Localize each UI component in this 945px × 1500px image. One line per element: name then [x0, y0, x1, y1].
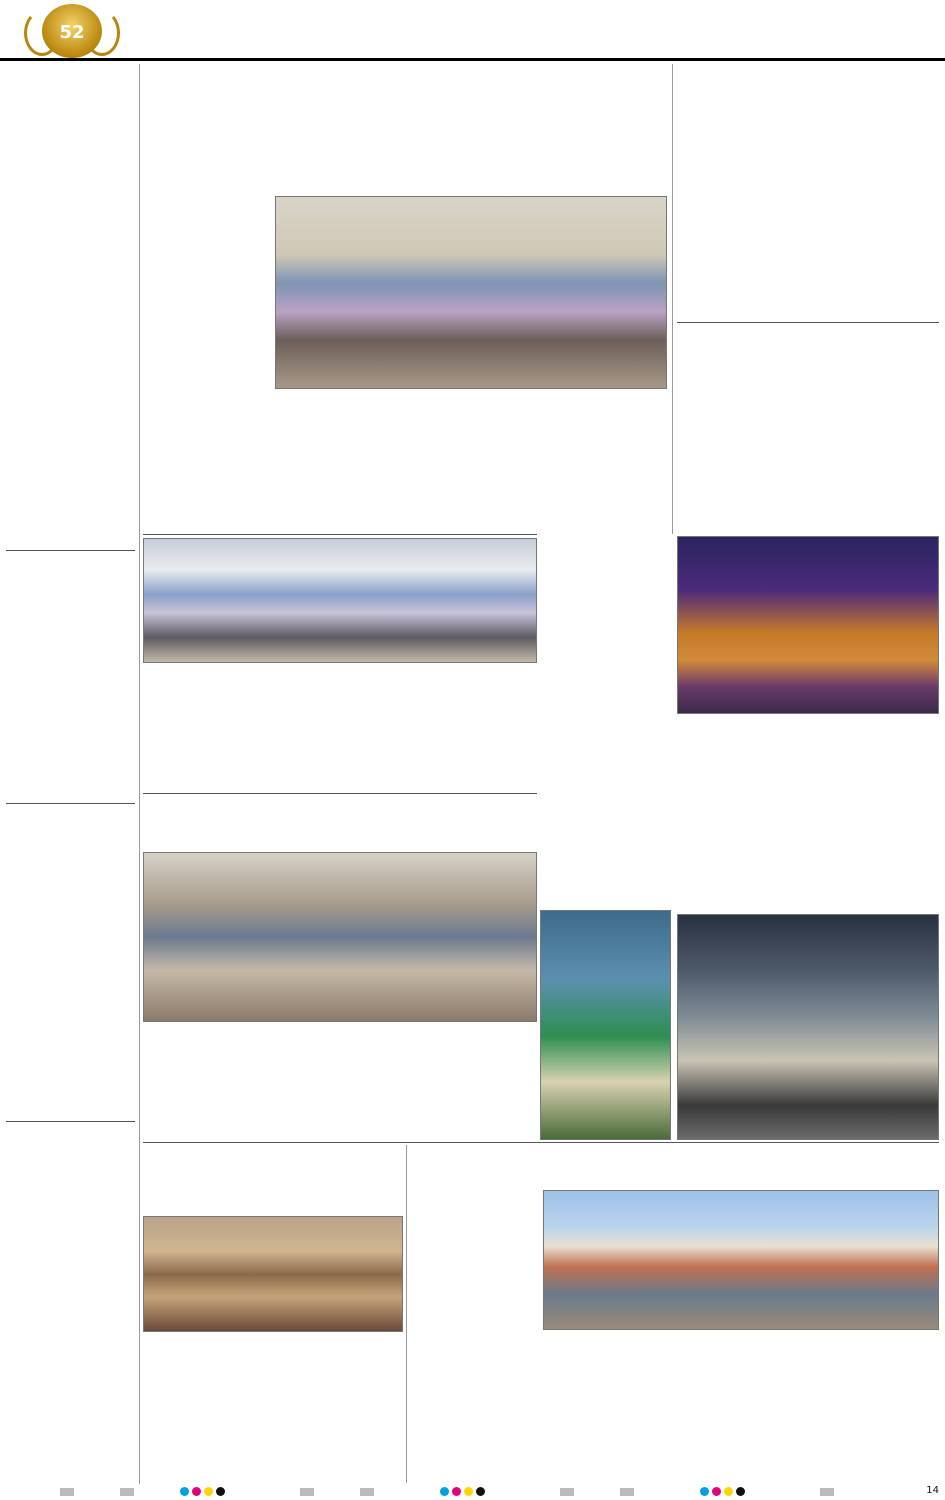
registration-bar	[820, 1488, 834, 1496]
section-divider	[143, 1142, 939, 1143]
black-dot-icon	[736, 1487, 745, 1496]
brief-3-body	[6, 856, 135, 1118]
brief-1-headline	[6, 100, 135, 136]
page-label	[724, 6, 938, 46]
brief-4-headline	[6, 1122, 135, 1158]
brief-3-headline	[6, 805, 135, 841]
navodaya-col2	[275, 1348, 403, 1478]
utkal-col1	[143, 694, 271, 790]
cyan-dot-icon	[700, 1487, 709, 1496]
center-column-rule	[672, 64, 673, 534]
cyan-dot-icon	[180, 1487, 189, 1496]
lead-cont2	[407, 406, 535, 526]
university-col1	[677, 820, 804, 912]
print-registration-strip	[0, 1484, 945, 1500]
navodaya-photo	[143, 1216, 403, 1332]
yellow-dot-icon	[724, 1487, 733, 1496]
university-photo	[677, 914, 939, 1140]
akashvani-photo	[543, 1190, 939, 1330]
outsourcing-col2	[808, 124, 939, 321]
akashvani-col1	[411, 1222, 539, 1332]
outsourcing-col1	[677, 137, 804, 321]
black-dot-icon	[476, 1487, 485, 1496]
magenta-dot-icon	[192, 1487, 201, 1496]
section-divider	[143, 793, 537, 794]
children-meeting-photo	[143, 852, 537, 1022]
bottom-column-rule	[406, 1145, 407, 1483]
utkal-col3	[407, 680, 535, 790]
magenta-dot-icon	[712, 1487, 721, 1496]
left-column-rule	[139, 64, 140, 1484]
registration-bar	[300, 1488, 314, 1496]
masthead-rule	[0, 58, 945, 61]
brief-2-body	[6, 603, 135, 799]
badminton-headline	[540, 470, 671, 516]
university-col2	[808, 806, 939, 912]
registration-bar	[60, 1488, 74, 1496]
magenta-dot-icon	[452, 1487, 461, 1496]
lead-cont1	[275, 406, 403, 526]
registration-bar	[560, 1488, 574, 1496]
nurses-protest-photo	[275, 196, 667, 389]
registration-bar	[620, 1488, 634, 1496]
womens-day-col1	[677, 372, 804, 534]
utkal-col2	[275, 680, 403, 790]
black-dot-icon	[216, 1487, 225, 1496]
brief-1-body	[6, 150, 135, 548]
yellow-dot-icon	[464, 1487, 473, 1496]
utkal-meeting-photo	[143, 538, 537, 663]
logo-years: 52	[59, 22, 85, 43]
masthead-logo	[8, 4, 136, 58]
page-number: 14	[926, 1485, 939, 1496]
registration-bar	[360, 1488, 374, 1496]
akashvani-col3	[675, 1346, 803, 1478]
story-divider	[677, 322, 939, 323]
children-col3	[407, 1038, 535, 1140]
navodaya-col1	[143, 1362, 271, 1478]
section-divider	[143, 534, 537, 535]
badminton-body	[540, 530, 671, 908]
cyan-dot-icon	[440, 1487, 449, 1496]
children-col2	[275, 1038, 403, 1140]
akashvani-col2	[543, 1346, 671, 1478]
registration-bar	[120, 1488, 134, 1496]
yellow-dot-icon	[204, 1487, 213, 1496]
award-photo	[677, 536, 939, 714]
womens-day-col2	[808, 372, 939, 534]
children-col1	[143, 1052, 271, 1140]
brief-4-body	[6, 1170, 135, 1478]
badminton-photo	[540, 910, 671, 1140]
brief-2-headline	[6, 552, 135, 588]
brief-divider	[6, 550, 135, 551]
akashvani-col4	[807, 1346, 939, 1478]
lead-col1	[143, 148, 271, 388]
brief-divider	[6, 803, 135, 804]
